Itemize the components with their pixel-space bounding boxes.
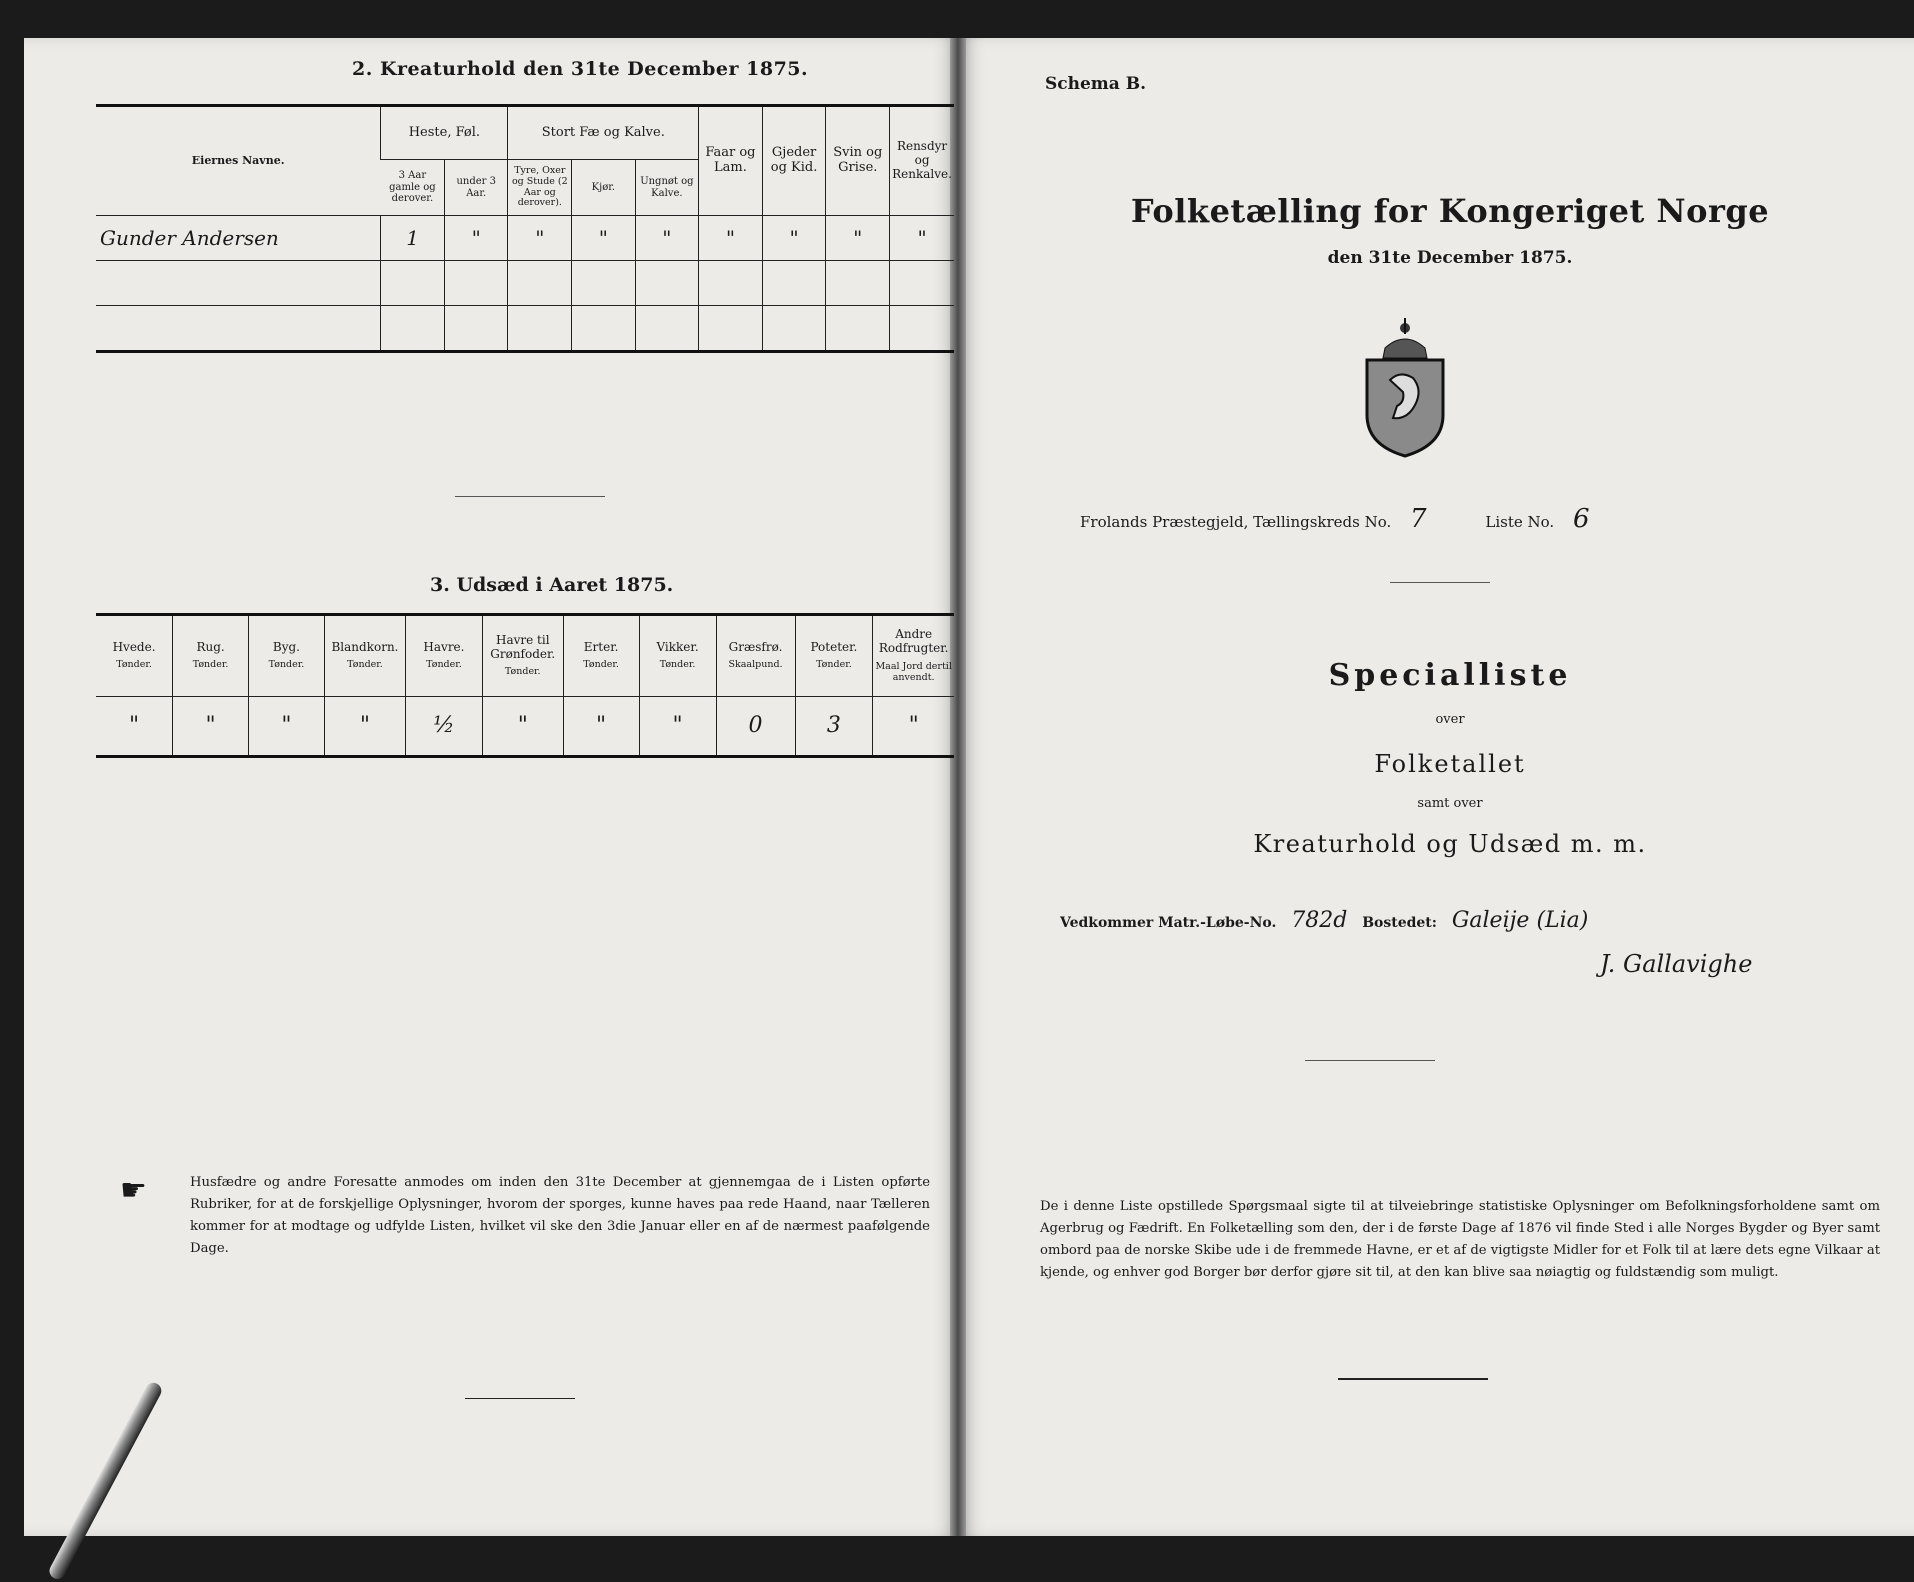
matrikkel-line	[1060, 908, 1598, 933]
separator-dash	[455, 496, 605, 497]
seed-col-name: Havre.	[423, 639, 465, 654]
intro-paragraph: De i denne Liste opstillede Spørgsmaal sigte til at tilveiebringe statistiske Oplysninger om Befolkningsforholdene samt om Agerbrug og Fædrift. En Folketælling som den, der i de første Dage af 1876 vil finde Sted i alle Norges Bygder og Byer samt ombord paa de norske Skibe ude i de fremmede Havne, er et af de vigtigste Midler for et Folk til at lære dets egne Vilkaar at kjende, og enhver god Borger bør derfor gjøre sit til, at den kan blive saa nøiagtig og fuldstændig som muligt.	[1040, 1199, 1880, 1280]
seed-col-name: Havre til Grønfoder.	[490, 632, 556, 661]
praestegjeld-line	[1080, 504, 1604, 534]
seed-table	[96, 613, 954, 758]
col-faar: Faar og Lam.	[699, 106, 763, 216]
seed-col-unit: Tønder.	[583, 659, 619, 671]
value-cell: "	[762, 216, 826, 261]
seed-col-header	[716, 615, 795, 697]
col-owner-names: Eiernes Navne.	[191, 153, 285, 167]
seed-col-name: Poteter.	[810, 639, 858, 654]
seed-value-cell: 3	[795, 697, 873, 757]
seed-col-unit: Tønder.	[426, 659, 462, 671]
seed-value-cell: "	[249, 697, 325, 757]
seed-value-cell: "	[482, 697, 563, 757]
owner-name-cell: Gunder Andersen	[96, 216, 381, 261]
pointing-hand-icon: ☛	[120, 1173, 147, 1208]
seed-col-unit: Skaalpund.	[728, 659, 783, 671]
seed-col-unit: Tønder.	[504, 666, 541, 678]
col-kjor: Kjør.	[572, 160, 635, 216]
seed-col-header	[324, 615, 405, 697]
seed-value-cell: "	[563, 697, 639, 757]
col-heste-under: under 3 Aar.	[444, 160, 507, 216]
seed-col-name: Andre Rodfrugter.	[878, 627, 949, 656]
page-title: Folketælling for Kongeriget Norge	[1130, 192, 1770, 230]
value-cell: "	[635, 216, 699, 261]
seed-value-cell: 0	[716, 697, 795, 757]
livestock-table	[96, 104, 954, 353]
seed-col-header	[406, 615, 483, 697]
seed-col-header	[249, 615, 325, 697]
value-cell: "	[699, 216, 763, 261]
bosted-value-2: J. Gallavighe	[1600, 950, 1753, 978]
seed-col-unit: Tønder.	[347, 659, 383, 671]
seed-col-unit: Maal Jord dertil anvendt.	[875, 660, 952, 683]
seed-col-unit: Tønder.	[816, 659, 852, 671]
seed-col-name: Græsfrø.	[728, 639, 783, 654]
section-3-title: 3. Udsæd i Aaret 1875.	[430, 574, 674, 596]
census-date: den 31te December 1875.	[1327, 248, 1573, 268]
col-heste: Heste, Føl.	[381, 106, 508, 160]
seed-value-cell: "	[173, 697, 249, 757]
seed-col-name: Erter.	[583, 639, 619, 654]
col-ungnot: Ungnøt og Kalve.	[635, 160, 699, 216]
schema-label: Schema B.	[1045, 74, 1147, 94]
seed-col-header	[96, 615, 173, 697]
bottom-dash	[465, 1398, 575, 1399]
samt-over-text: samt over	[1417, 796, 1483, 811]
col-gjeder: Gjeder og Kid.	[762, 106, 826, 216]
seed-col-name: Vikker.	[656, 639, 699, 654]
seed-col-name: Blandkorn.	[331, 639, 399, 654]
over-text: over	[1435, 712, 1465, 727]
seed-col-unit: Tønder.	[116, 659, 152, 671]
col-rensdyr: Rensdyr og Renkalve.	[890, 106, 954, 216]
section-2-title: 2. Kreaturhold den 31te December 1875.	[352, 58, 809, 80]
specialliste-title: Specialliste	[1328, 658, 1572, 693]
notice-text: Husfædre og andre Foresatte anmodes om inden den 31te December at gjennemgaa de i Listen opførte Rubriker, for at de forskjellige Oplysninger, hvorom der sporges, kunne haves paa rede Haand, naar Tælleren kommer for at modtage og udfylde Listen, hvilket vil ske den 3die Januar eller en af de nærmest paafølgende Dage.	[190, 1175, 930, 1256]
seed-col-unit: Tønder.	[268, 659, 305, 671]
seed-col-header	[639, 615, 716, 697]
value-cell: 1	[381, 216, 445, 261]
seed-col-name: Hvede.	[112, 639, 156, 654]
value-cell: "	[890, 216, 954, 261]
bosted-value: Galeije (Lia)	[1451, 908, 1589, 933]
separator-dash	[1305, 1060, 1435, 1061]
seed-col-header	[482, 615, 563, 697]
col-heste-3aar: 3 Aar gamle og derover.	[381, 160, 445, 216]
value-cell: "	[444, 216, 507, 261]
kreds-number: 7	[1410, 504, 1427, 534]
bottom-rule	[1338, 1378, 1488, 1380]
liste-number: 6	[1572, 504, 1590, 534]
seed-col-header	[563, 615, 639, 697]
seed-value-cell: "	[639, 697, 716, 757]
liste-label: Liste No.	[1485, 513, 1555, 531]
seed-col-header	[873, 615, 954, 697]
separator-dash	[1390, 582, 1490, 583]
seed-value-cell: ½	[406, 697, 483, 757]
folketallet-title: Folketallet	[1374, 750, 1526, 778]
bosted-label: Bostedet:	[1362, 915, 1437, 931]
seed-value-cell: "	[873, 697, 954, 757]
seed-value-cell: "	[324, 697, 405, 757]
norwegian-coat-of-arms-icon	[1345, 310, 1465, 460]
praeste-label: Frolands Præstegjeld, Tællingskreds No.	[1080, 513, 1392, 531]
seed-col-header	[795, 615, 873, 697]
value-cell: "	[572, 216, 635, 261]
seed-value-cell: "	[96, 697, 173, 757]
col-svin: Svin og Grise.	[826, 106, 890, 216]
seed-col-header	[173, 615, 249, 697]
kreaturhold-title: Kreaturhold og Udsæd m. m.	[1253, 830, 1647, 858]
seed-col-unit: Tønder.	[192, 659, 229, 671]
col-stort-fae: Stort Fæ og Kalve.	[508, 106, 699, 160]
matr-number: 782d	[1291, 908, 1348, 933]
seed-col-name: Byg.	[272, 639, 300, 654]
seed-col-unit: Tønder.	[659, 659, 696, 671]
seed-col-name: Rug.	[196, 639, 225, 654]
col-tyre: Tyre, Oxer og Stude (2 Aar og derover).	[508, 160, 572, 216]
value-cell: "	[826, 216, 890, 261]
value-cell: "	[508, 216, 572, 261]
matr-label: Vedkommer Matr.-Løbe-No.	[1060, 915, 1277, 931]
